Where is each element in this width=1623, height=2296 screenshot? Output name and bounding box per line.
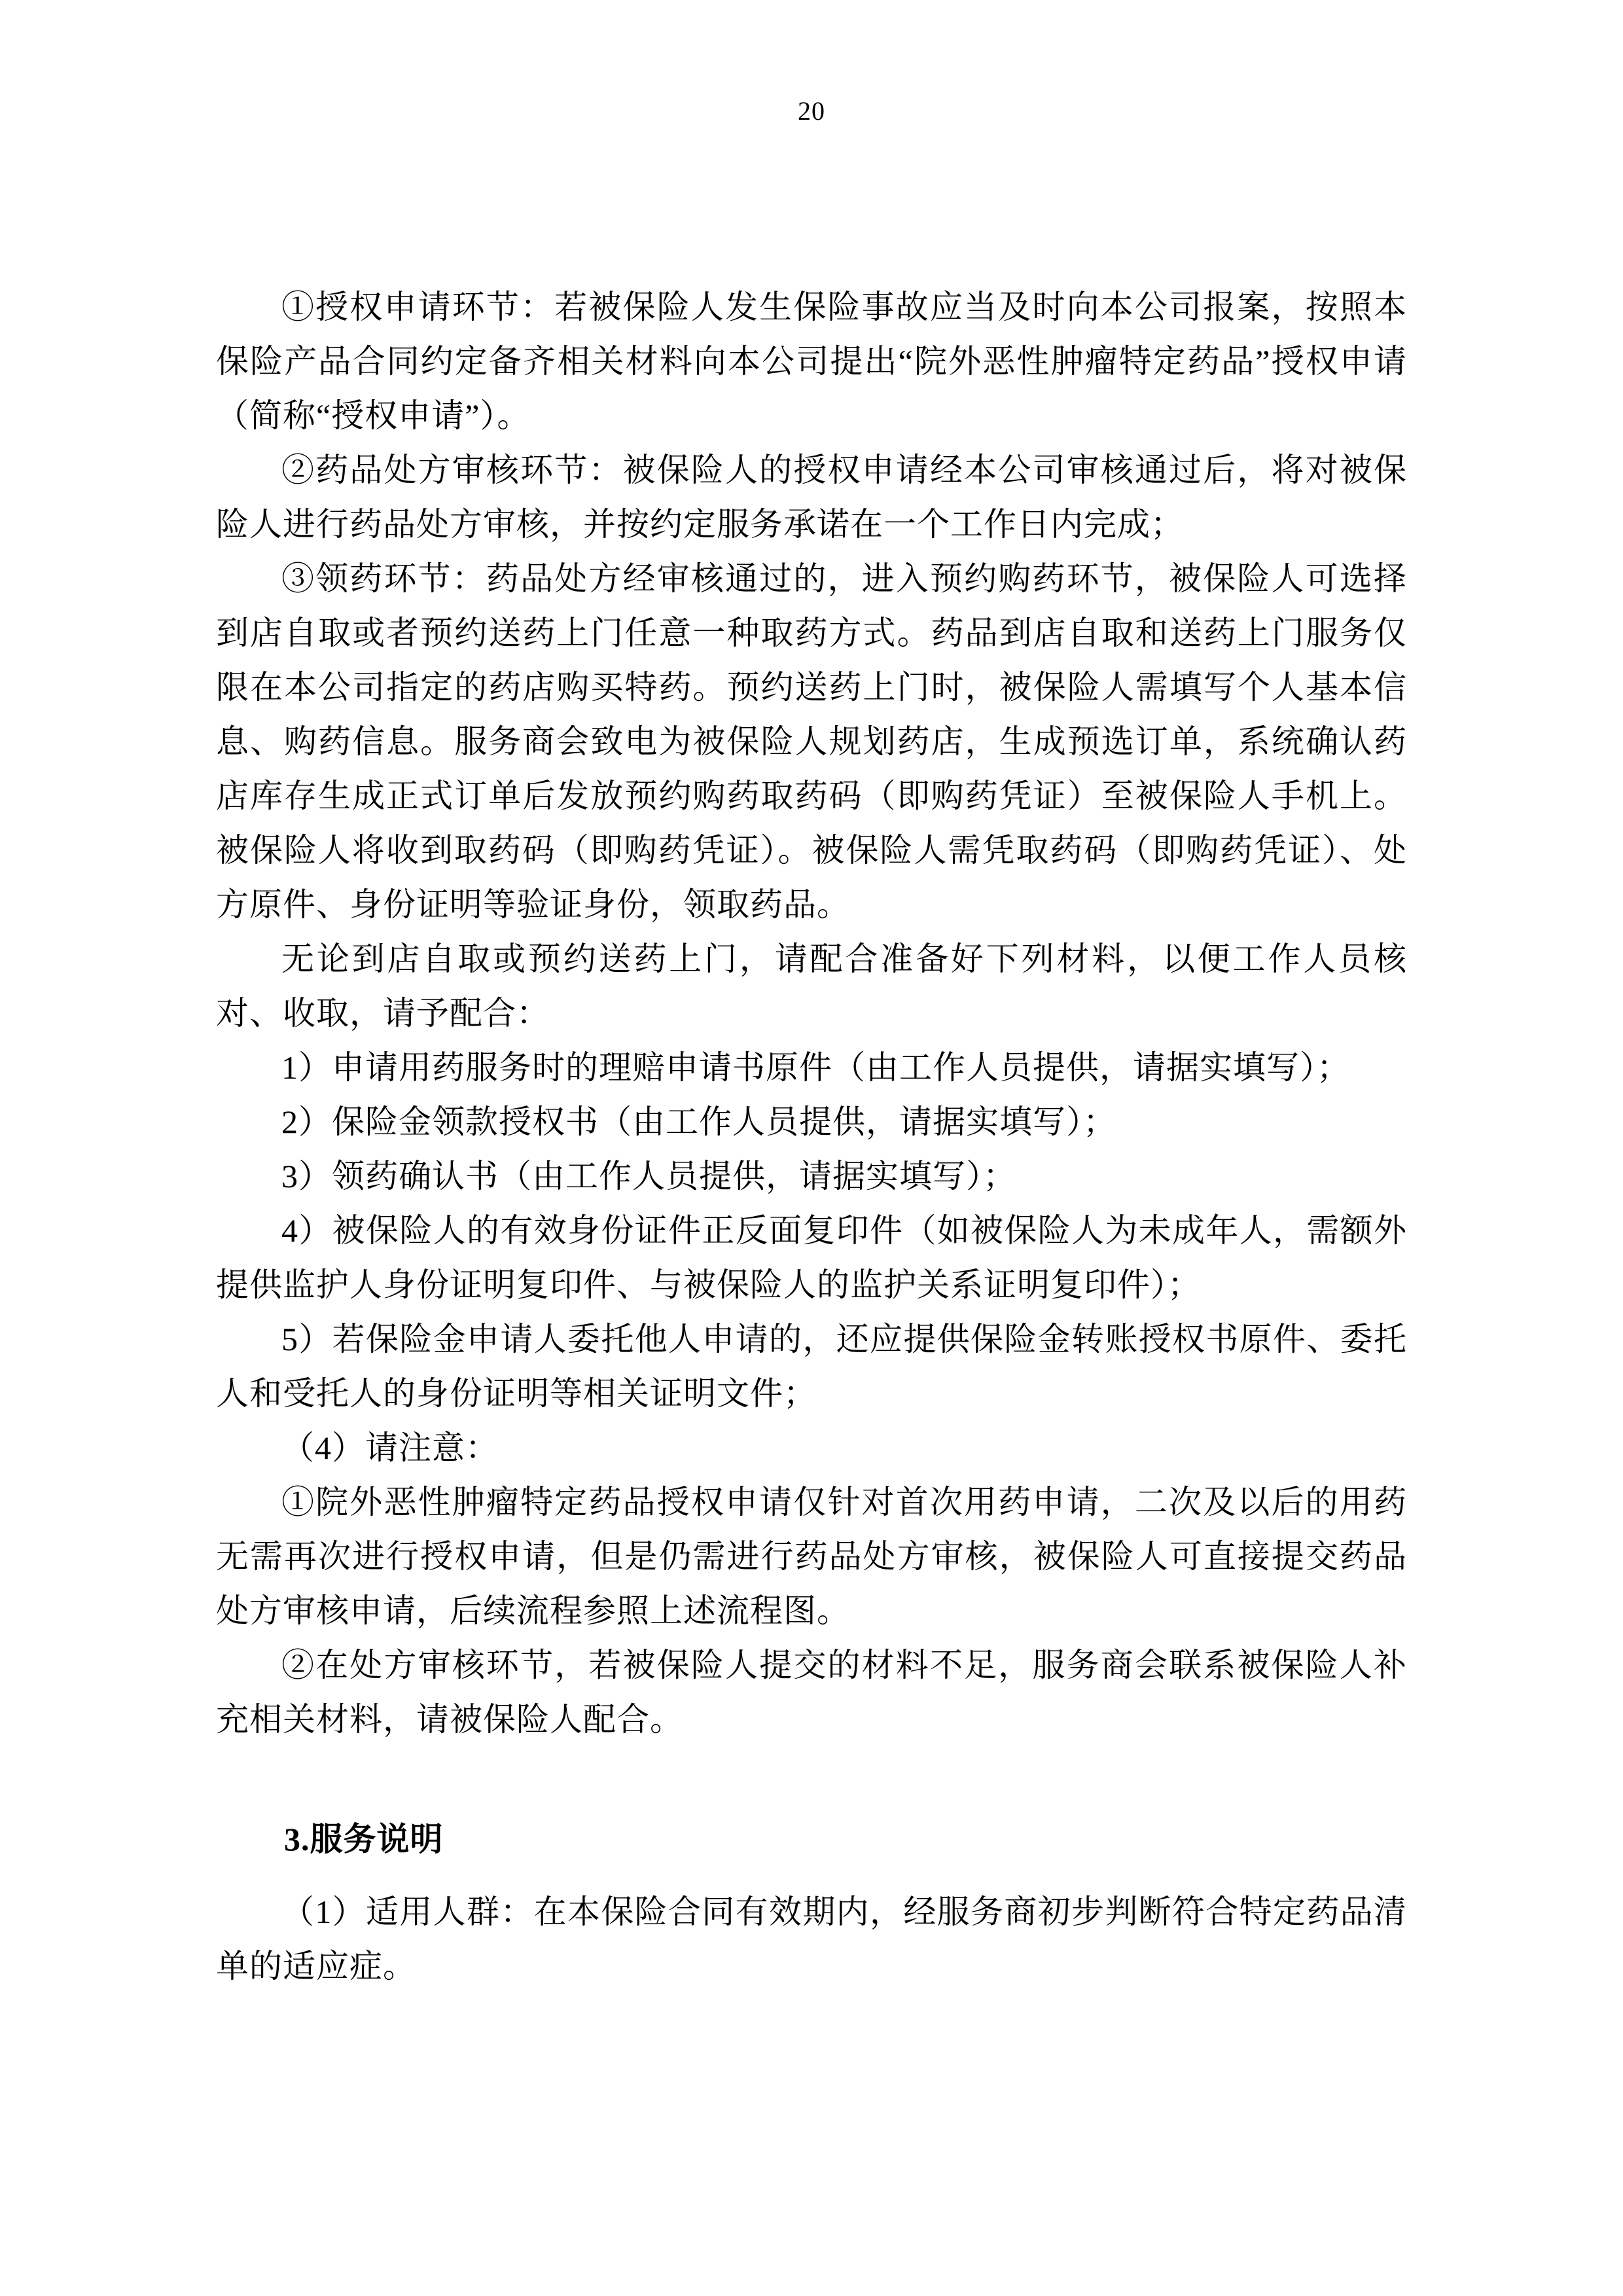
page-number: 20 xyxy=(798,96,825,126)
paragraph-medicine-pickup: ③领药环节：药品处方经审核通过的，进入预约购药环节，被保险人可选择到店自取或者预约送药上门任意一种取药方式。药品到店自取和送药上门服务仅限在本公司指定的药店购买特药。预约送药上门时，被保险人需填写个人基本信息、购药信息。服务商会致电为被保险人规划药店，生成预选订单，系统确认药店库存生成正式订单后发放预约购药取药码（即购药凭证）至被保险人手机上。被保险人将收到取药码（即购药凭证）。被保险人需凭取药码（即购药凭证）、处方原件、身份证明等验证身份，领取药品。 xyxy=(216,560,1407,923)
list-item-5-entrusted-application: 5）若保险金申请人委托他人申请的，还应提供保险金转账授权书原件、委托人和受托人的身份证明等相关证明文件； xyxy=(216,1321,1407,1412)
paragraph-applicable-population: （1）适用人群：在本保险合同有效期内，经服务商初步判断符合特定药品清单的适应症。 xyxy=(216,1893,1407,1984)
section-heading-service-description: 3.服务说明 xyxy=(284,1821,444,1857)
note-item-2-insufficient-materials: ②在处方审核环节，若被保险人提交的材料不足，服务商会联系被保险人补充相关材料，请被保险人配合。 xyxy=(216,1647,1407,1738)
paragraph-materials-intro: 无论到店自取或预约送药上门，请配合准备好下列材料，以便工作人员核对、收取，请予配合： xyxy=(216,941,1407,1031)
document-body xyxy=(216,280,1407,1994)
list-item-3-pickup-confirmation: 3）领药确认书（由工作人员提供，请据实填写）； xyxy=(281,1158,1016,1194)
list-item-1-claim-form: 1）申请用药服务时的理赔申请书原件（由工作人员提供，请据实填写）； xyxy=(281,1049,1350,1086)
list-item-4-id-copy: 4）被保险人的有效身份证件正反面复印件（如被保险人为未成年人，需额外提供监护人身份证明复印件、与被保险人的监护关系证明复印件）； xyxy=(216,1212,1407,1303)
list-item-2-payment-authorization: 2）保险金领款授权书（由工作人员提供，请据实填写）； xyxy=(281,1103,1116,1140)
paragraph-please-note: （4）请注意： xyxy=(281,1429,499,1466)
paragraph-prescription-review: ②药品处方审核环节：被保险人的授权申请经本公司审核通过后，将对被保险人进行药品处方审核，并按约定服务承诺在一个工作日内完成； xyxy=(216,452,1407,543)
paragraph-authorization-application: ①授权申请环节：若被保险人发生保险事故应当及时向本公司报案，按照本保险产品合同约定备齐相关材料向本公司提出“院外恶性肿瘤特定药品”授权申请（简称“授权申请”）。 xyxy=(216,289,1407,434)
note-item-1-first-application: ①院外恶性肿瘤特定药品授权申请仅针对首次用药申请，二次及以后的用药无需再次进行授权申请，但是仍需进行药品处方审核，被保险人可直接提交药品处方审核申请，后续流程参照上述流程图。 xyxy=(216,1484,1407,1629)
